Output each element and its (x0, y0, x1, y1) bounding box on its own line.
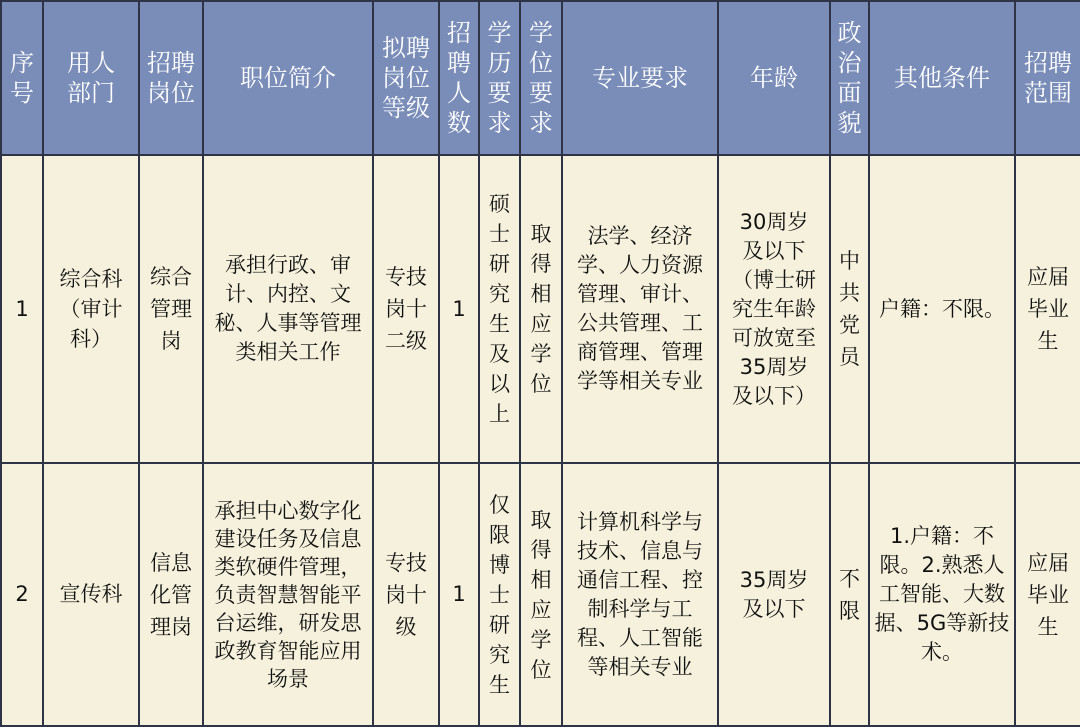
cell-scope: 应届毕业生 (1015, 463, 1080, 726)
cell-position: 综合管理岗 (139, 155, 203, 463)
header-other: 其他条件 (869, 1, 1015, 155)
cell-job-intro: 承担行政、审计、内控、文秘、人事等管理类相关工作 (203, 155, 373, 463)
header-department: 用人部门 (43, 1, 139, 155)
header-row (1, 1, 1080, 155)
header-political: 政治面貌 (830, 1, 869, 155)
cell-other: 1.户籍：不限。2.熟悉人工智能、大数据、5G等新技术。 (869, 463, 1015, 726)
header-scope: 招聘范围 (1015, 1, 1080, 155)
cell-major: 法学、经济学、人力资源管理、审计、公共管理、工商管理、管理学等相关专业 (562, 155, 718, 463)
cell-department: 综合科（审计科） (43, 155, 139, 463)
header-position: 招聘岗位 (139, 1, 203, 155)
cell-degree: 取得相应学位 (520, 463, 562, 726)
header-index: 序号 (1, 1, 43, 155)
header-major: 专业要求 (562, 1, 718, 155)
table-row (1, 463, 1080, 726)
cell-education: 硕士研究生及以上 (479, 155, 520, 463)
cell-index: 2 (1, 463, 43, 726)
cell-level: 专技岗十二级 (373, 155, 439, 463)
cell-department: 宣传科 (43, 463, 139, 726)
table-row (1, 155, 1080, 463)
cell-age: 30周岁及以下（博士研究生年龄可放宽至35周岁及以下） (718, 155, 830, 463)
cell-political: 不限 (830, 463, 869, 726)
header-age: 年龄 (718, 1, 830, 155)
cell-age: 35周岁及以下 (718, 463, 830, 726)
cell-education: 仅限博士研究生 (479, 463, 520, 726)
cell-political: 中共党员 (830, 155, 869, 463)
cell-level: 专技岗十级 (373, 463, 439, 726)
cell-other: 户籍：不限。 (869, 155, 1015, 463)
cell-position: 信息化管理岗 (139, 463, 203, 726)
header-level: 拟聘岗位等级 (373, 1, 439, 155)
cell-job-intro: 承担中心数字化建设任务及信息类软硬件管理，负责智慧智能平台运维，研发思政教育智能应用场景 (203, 463, 373, 726)
header-education: 学历要求 (479, 1, 520, 155)
cell-degree: 取得相应学位 (520, 155, 562, 463)
cell-count: 1 (439, 155, 479, 463)
header-degree: 学位要求 (520, 1, 562, 155)
header-count: 招聘人数 (439, 1, 479, 155)
cell-scope: 应届毕业生 (1015, 155, 1080, 463)
cell-major: 计算机科学与技术、信息与通信工程、控制科学与工程、人工智能等相关专业 (562, 463, 718, 726)
header-job-intro: 职位简介 (203, 1, 373, 155)
cell-index: 1 (1, 155, 43, 463)
cell-count: 1 (439, 463, 479, 726)
